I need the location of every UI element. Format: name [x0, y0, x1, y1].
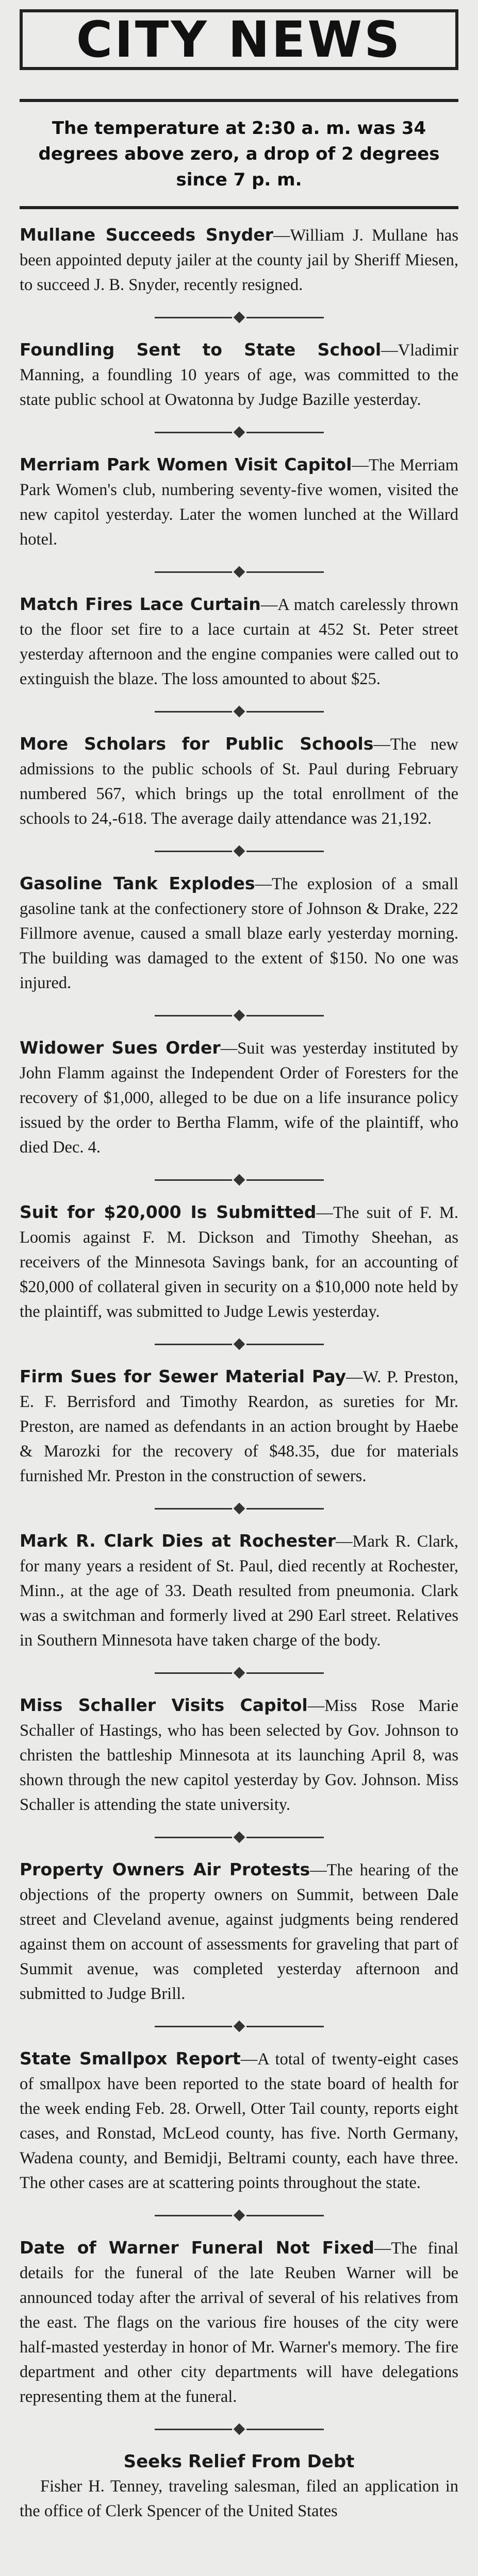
article-separator — [20, 2409, 458, 2449]
article-headline: Widower Sues Order — [20, 1038, 221, 1058]
article-smallpox: State Smallpox Report—A total of twenty-eight cases of smallpox have been reported to the state board of health for the week ending Feb. 28. Orwell, Otter Tail county, reports eight cases, and Ronstad, McLeod county, has five. North Germany, Wadena county, and Bemidji, Beltrami county, each have three. The other cases are at scattering points throughout the state. — [20, 2048, 458, 2192]
article-sewer-material: Firm Sues for Sewer Material Pay—W. P. Preston, E. F. Berrisford and Timothy Reardon, as sureties for Mr. Preston, are named as defendants in an action brought by Haebe & Marozki for the recovery of $48.35, due for materials furnished Mr. Preston in the construction of sewers. — [20, 1366, 458, 1485]
article-headline: State Smallpox Report — [20, 2048, 241, 2069]
article-mullane: Mullane Succeeds Snyder—William J. Mullane has been appointed deputy jailer at the county jail by Sheriff Miesen, to succeed J. B. Snyder, recently resigned. — [20, 225, 458, 294]
article-body: The hearing of the objections of the property owners on Summit, between Dale street and Cleveland avenue, against judgments being rendered against them on account of assessments for graveling that part of Summit avenue, was completed yesterday afternoon and submitted to Judge Brill. — [20, 1861, 458, 2003]
article-headline: Miss Schaller Visits Capitol — [20, 1695, 308, 1715]
article-separator — [20, 831, 458, 871]
article-headline: Firm Sues for Sewer Material Pay — [20, 1366, 347, 1386]
article-body: The final details for the funeral of the late Reuben Warner will be announced today after the arrival of several of his relatives from the east. The flags on the various fire houses of the city were half-masted yesterday in honor of Mr. Warner's memory. The fire department and other city departments will have delegations representing them at the funeral. — [20, 2239, 458, 2406]
article-scholars: More Scholars for Public Schools—The new admissions to the public schools of St. Paul during February numbered 567, which brings up the total enrollment of the schools to 24,-618. The average daily attendance was 21,192. — [20, 734, 458, 828]
article-body: William J. Mullane has been appointed deputy jailer at the county jail by Sheriff Miesen, to succeed J. B. Snyder, recently resigned. — [20, 226, 458, 294]
article-foundling: Foundling Sent to State School—Vladimir Manning, a foundling 10 years of age, was committed to the state public school at Owatonna by Judge Bazille yesterday. — [20, 340, 458, 409]
article-lace-curtain: Match Fires Lace Curtain—A match carelessly thrown to the floor set fire to a lace curtain at 452 St. Peter street yesterday afternoon and the engine companies were called out to extinguish the blaze. The loss amounted to about $25. — [20, 594, 458, 688]
article-body: A match carelessly thrown to the floor set fire to a lace curtain at 452 St. Peter street yesterday afternoon and the engine companies were called out to extinguish the blaze. The loss amounted to about $25. — [20, 596, 458, 688]
article-body: The suit of F. M. Loomis against F. M. Dickson and Timothy Sheehan, as receivers of the Minnesota Savings bank, for an accounting of $20,000 of collateral given in security on a $10,000 note held by the plaintiff, was submitted to Judge Lewis yesterday. — [20, 1204, 458, 1321]
article-separator — [20, 1324, 458, 1364]
article-body: The Merriam Park Women's club, numbering seventy-five women, visited the new capitol yesterday. Later the women lunched at the Willard hotel. — [20, 456, 459, 549]
article-body-debt: Fisher H. Tenney, traveling salesman, filed an application in the office of Clerk Spencer of the United States — [20, 2477, 458, 2520]
article-list — [20, 223, 458, 2523]
article-headline: More Scholars for Public Schools — [20, 734, 374, 754]
article-separator — [20, 2195, 458, 2235]
article-body: The new admissions to the public schools of St. Paul during February numbered 567, which brings up the total enrollment of the schools to 24,-618. The average daily attendance was 21,192. — [20, 735, 458, 828]
article-separator — [20, 297, 458, 337]
article-property-owners: Property Owners Air Protests—The hearing of the objections of the property owners on Summit, between Dale street and Cleveland avenue, against judgments being rendered against them on account of assessments for graveling that part of Summit avenue, was completed yesterday afternoon and submitted to Judge Brill. — [20, 1859, 458, 2003]
temperature-notice: The temperature at 2:30 a. m. was 34 degrees above zero, a drop of 2 degrees since 7 p. m. — [20, 99, 458, 209]
article-separator — [20, 1817, 458, 1857]
article-separator — [20, 412, 458, 452]
article-separator — [20, 552, 458, 592]
article-separator — [20, 2006, 458, 2046]
masthead — [20, 9, 458, 70]
article-headline: Mullane Succeeds Snyder — [20, 225, 273, 245]
article-separator — [20, 1653, 458, 1693]
article-merriam-park: Merriam Park Women Visit Capitol—The Merriam Park Women's club, numbering seventy-five women, visited the new capitol yesterday. Later the women lunched at the Willard hotel. — [20, 454, 459, 549]
article-headline: Mark R. Clark Dies at Rochester — [20, 1531, 336, 1551]
article-headline-debt: Seeks Relief From Debt — [123, 2451, 355, 2472]
article-headline: Date of Warner Funeral Not Fixed — [20, 2238, 374, 2258]
article-separator — [20, 691, 458, 732]
article-headline: Match Fires Lace Curtain — [20, 594, 261, 614]
article-body: Mark R. Clark, for many years a resident of St. Paul, died recently at Rochester, Minn., at the age of 33. Death resulted from pneumonia. Clark was a switchman and formerly lived at 290 Earl street. Relatives in Southern Minnesota have taken charge of the body. — [20, 1532, 458, 1650]
article-body: Vladimir Manning, a foundling 10 years of age, was committed to the state public school at Owatonna by Judge Bazille yesterday. — [20, 341, 458, 409]
section-title: CITY NEWS — [76, 11, 402, 69]
article-body: Miss Rose Marie Schaller of Hastings, who has been selected by Gov. Johnson to christen the battleship Minnesota at its launching April 8, was shown through the new capitol yesterday by Gov. Johnson. Miss Schaller is attending the state university. — [20, 1697, 458, 1814]
article-separator — [20, 1488, 458, 1529]
article-headline: Property Owners Air Protests — [20, 1859, 310, 1879]
article-miss-schaller: Miss Schaller Visits Capitol—Miss Rose Marie Schaller of Hastings, who has been selected by Gov. Johnson to christen the battleship Minnesota at its launching April 8, was shown through the new capitol yesterday by Gov. Johnson. Miss Schaller is attending the state university. — [20, 1695, 458, 1814]
article-headline: Suit for $20,000 Is Submitted — [20, 1202, 317, 1222]
article-headline: Foundling Sent to State School — [20, 340, 382, 360]
article-mark-clark: Mark R. Clark Dies at Rochester—Mark R. Clark, for many years a resident of St. Paul, died recently at Rochester, Minn., at the age of 33. Death resulted from pneumonia. Clark was a switchman and formerly lived at 290 Earl street. Relatives in Southern Minnesota have taken charge of the body. — [20, 1531, 458, 1650]
article-body: A total of twenty-eight cases of smallpox have been reported to the state board of health for the week ending Feb. 28. Orwell, Otter Tail county, reports eight cases, and Ronstad, McLeod county, has five. North Germany, Wadena county, and Bemidji, Beltrami county, each have three. The other cases are at scattering points throughout the state. — [20, 2050, 458, 2192]
article-body: The explosion of a small gasoline tank at the confectionery store of Johnson & Drake, 222 Fillmore avenue, caused a small blaze early yesterday morning. The building was damaged to the extent of $150. No one was injured. — [20, 875, 458, 992]
article-headline: Gasoline Tank Explodes — [20, 873, 255, 893]
article-headline: Merriam Park Women Visit Capitol — [20, 454, 352, 474]
article-widower: Widower Sues Order—Suit was yesterday instituted by John Flamm against the Independent Order of Foresters for the recovery of $1,000, alleged to be due on a life insurance policy issued by the order to Bertha Flamm, wife of the plaintiff, who died Dec. 4. — [20, 1038, 458, 1157]
article-warner-funeral: Date of Warner Funeral Not Fixed—The final details for the funeral of the late Reuben Warner will be announced today after the arrival of several of his relatives from the east. The flags on the various fire houses of the city were half-masted yesterday in honor of Mr. Warner's memory. The fire department and other city departments will have delegations representing them at the funeral. — [20, 2238, 458, 2406]
article-separator — [20, 1160, 458, 1200]
article-gasoline-tank: Gasoline Tank Explodes—The explosion of a small gasoline tank at the confectionery store of Johnson & Drake, 222 Fillmore avenue, caused a small blaze early yesterday morning. The building was damaged to the extent of $150. No one was injured. — [20, 873, 458, 992]
article-separator — [20, 995, 458, 1036]
article-body: W. P. Preston, E. F. Berrisford and Timothy Reardon, as sureties for Mr. Preston, are named as defendants in an action brought by Haebe & Marozki for the recovery of $48.35, due for materials furnished Mr. Preston in the construction of sewers. — [20, 1368, 458, 1485]
article-body: Suit was yesterday instituted by John Flamm against the Independent Order of Foresters for the recovery of $1,000, alleged to be due on a life insurance policy issued by the order to Bertha Flamm, wife of the plaintiff, who died Dec. 4. — [20, 1039, 458, 1157]
article-suit-20000: Suit for $20,000 Is Submitted—The suit of F. M. Loomis against F. M. Dickson and Timothy Sheehan, as receivers of the Minnesota Savings bank, for an accounting of $20,000 of collateral given in security on a $10,000 note held by the plaintiff, was submitted to Judge Lewis yesterday. — [20, 1202, 458, 1321]
